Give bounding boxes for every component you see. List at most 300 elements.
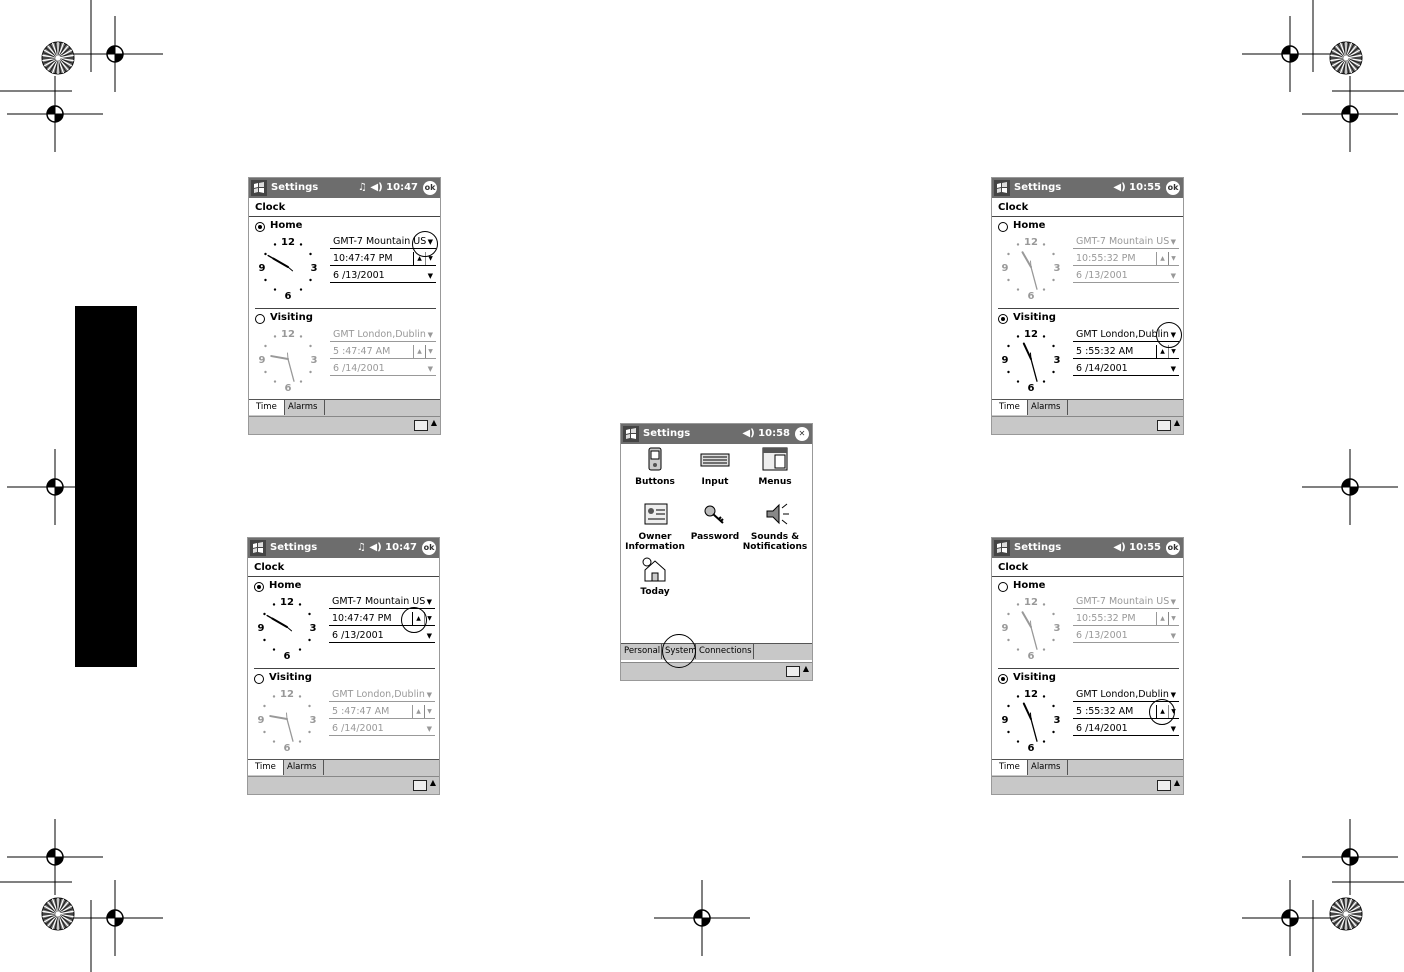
clock-number: 12 bbox=[281, 329, 295, 340]
tab-personal[interactable]: Personal bbox=[621, 644, 662, 659]
visiting-date-field[interactable] bbox=[329, 722, 435, 736]
visiting-time-field[interactable] bbox=[1073, 345, 1179, 359]
spinner[interactable] bbox=[1156, 612, 1179, 625]
clock-tick bbox=[1007, 345, 1009, 347]
keys-icon[interactable] bbox=[695, 501, 735, 531]
clock-second-tail bbox=[1030, 713, 1031, 719]
tab-time[interactable]: Time bbox=[249, 400, 285, 415]
command-bar bbox=[249, 416, 440, 435]
clock-tick bbox=[1017, 335, 1019, 337]
spin-down-icon[interactable]: ▼ bbox=[1171, 255, 1176, 262]
clock-tick bbox=[309, 345, 311, 347]
section-divider bbox=[998, 308, 1179, 309]
clock-number: 6 bbox=[283, 743, 291, 754]
spin-up-icon[interactable]: ▲ bbox=[414, 345, 426, 358]
home-date-field[interactable] bbox=[330, 269, 436, 283]
clock-tick bbox=[263, 705, 265, 707]
clock-tick bbox=[1017, 695, 1019, 697]
status-area bbox=[1113, 542, 1161, 553]
dropdown-arrow-icon[interactable]: ▼ bbox=[1170, 598, 1176, 606]
spin-down-icon[interactable]: ▼ bbox=[1171, 708, 1176, 715]
home-date-field[interactable] bbox=[1073, 629, 1179, 643]
clock-face bbox=[996, 684, 1066, 754]
tab-strip bbox=[621, 643, 812, 660]
clock-tick bbox=[1007, 639, 1009, 641]
settings-item-label: Menus bbox=[758, 477, 792, 487]
visiting-label: Visiting bbox=[269, 672, 312, 683]
tab-time[interactable]: Time bbox=[248, 760, 284, 775]
visiting-timezone-select-value: GMT London,Dublin bbox=[333, 329, 426, 340]
clock-tick bbox=[309, 279, 311, 281]
clock-number: 3 bbox=[1053, 355, 1061, 366]
spin-up-icon[interactable]: ▲ bbox=[1157, 252, 1169, 265]
ok-button[interactable]: ok bbox=[1166, 541, 1180, 555]
clock-tick bbox=[308, 731, 310, 733]
tab-connections[interactable]: Connections bbox=[696, 644, 754, 659]
page-header: Clock bbox=[998, 562, 1029, 573]
home-date-field-value: 6 /13/2001 bbox=[1076, 270, 1128, 281]
clock-number: 3 bbox=[1053, 263, 1061, 274]
visiting-timezone-select-value: GMT London,Dublin bbox=[1076, 329, 1169, 340]
clock-number: 3 bbox=[1053, 623, 1061, 634]
visiting-time-field-value: 5 :55:32 AM bbox=[1076, 706, 1134, 717]
clock-face bbox=[996, 232, 1066, 302]
home-radio[interactable] bbox=[998, 222, 1008, 232]
title-text: Settings bbox=[643, 428, 691, 439]
clock-settings-screen bbox=[247, 537, 440, 795]
clock-number: 9 bbox=[257, 623, 265, 634]
clock-tick bbox=[1043, 288, 1045, 290]
clock-tick bbox=[274, 243, 276, 245]
visiting-timezone-select[interactable] bbox=[330, 328, 436, 342]
visiting-date-field-value: 6 /14/2001 bbox=[333, 363, 385, 374]
visiting-date-field[interactable] bbox=[330, 362, 436, 376]
clock-number: 9 bbox=[258, 355, 266, 366]
visiting-label: Visiting bbox=[270, 312, 313, 323]
clock-hour-hand bbox=[1024, 704, 1031, 719]
tab-alarms[interactable]: Alarms bbox=[281, 400, 325, 415]
clock-number: 3 bbox=[309, 623, 317, 634]
starburst-center bbox=[56, 912, 61, 917]
settings-item-label: Sounds & Notifications bbox=[742, 532, 808, 552]
clock-tick bbox=[274, 335, 276, 337]
visiting-timezone-select-value: GMT London,Dublin bbox=[1076, 689, 1169, 700]
clock-tick bbox=[308, 705, 310, 707]
clock-time[interactable]: 10:47 bbox=[386, 182, 418, 193]
home-timezone-select-value: GMT-7 Mountain US bbox=[333, 236, 427, 247]
clock-tick bbox=[273, 603, 275, 605]
clock-number: 9 bbox=[257, 715, 265, 726]
home-timezone-select[interactable] bbox=[1073, 595, 1179, 609]
clock-tick bbox=[1007, 705, 1009, 707]
settings-item-label: Today bbox=[640, 587, 670, 597]
clock-tick bbox=[1052, 345, 1054, 347]
clock-tick bbox=[1017, 243, 1019, 245]
dropdown-arrow-icon[interactable]: ▼ bbox=[1170, 365, 1176, 373]
header-divider bbox=[249, 216, 440, 217]
clock-tick bbox=[1043, 740, 1045, 742]
clock-number: 3 bbox=[310, 263, 318, 274]
dropdown-arrow-icon[interactable]: ▼ bbox=[1170, 238, 1176, 246]
settings-item-label: Owner Information bbox=[625, 532, 685, 552]
home-time-field[interactable] bbox=[1073, 252, 1179, 266]
highlight-circle bbox=[412, 231, 438, 257]
clock-tick bbox=[263, 731, 265, 733]
visiting-radio[interactable] bbox=[255, 314, 265, 324]
spinner[interactable] bbox=[413, 345, 436, 358]
dropdown-arrow-icon[interactable]: ▼ bbox=[426, 691, 432, 699]
visiting-date-field[interactable] bbox=[1073, 362, 1179, 376]
visiting-label: Visiting bbox=[1013, 312, 1056, 323]
clock-minute-hand bbox=[1031, 627, 1037, 649]
visiting-time-field-value: 5 :55:32 AM bbox=[1076, 346, 1134, 357]
volume-icon[interactable]: ◀) bbox=[370, 182, 387, 193]
clock-second-tail bbox=[287, 627, 292, 631]
home-label: Home bbox=[270, 220, 303, 231]
spin-down-icon[interactable]: ▼ bbox=[428, 255, 433, 262]
clock-second-tail bbox=[287, 353, 288, 359]
home-time-field-value: 10:47:47 PM bbox=[333, 253, 393, 264]
tab-strip bbox=[249, 399, 440, 416]
title-text: Settings bbox=[1014, 542, 1062, 553]
clock-number: 9 bbox=[1001, 355, 1009, 366]
clock-tick bbox=[299, 603, 301, 605]
clock-hour-hand bbox=[270, 716, 287, 719]
clock-tick bbox=[264, 345, 266, 347]
clock-face bbox=[253, 232, 323, 302]
header-divider bbox=[248, 576, 439, 577]
buttons-icon[interactable] bbox=[635, 446, 675, 476]
clock-tick bbox=[1017, 740, 1019, 742]
clock-face bbox=[996, 324, 1066, 394]
title-text: Settings bbox=[271, 182, 319, 193]
settings-item[interactable] bbox=[740, 501, 810, 551]
page-header: Clock bbox=[254, 562, 285, 573]
visiting-radio[interactable] bbox=[254, 674, 264, 684]
analog-clock bbox=[996, 592, 1066, 662]
clock-second-tail bbox=[1030, 621, 1031, 627]
clock-number: 6 bbox=[1027, 743, 1035, 754]
title-bar bbox=[992, 538, 1183, 558]
spin-up-icon[interactable]: ▲ bbox=[413, 705, 425, 718]
home-radio[interactable] bbox=[254, 582, 264, 592]
clock-number: 6 bbox=[283, 651, 291, 662]
status-area bbox=[357, 542, 417, 553]
clock-number: 9 bbox=[1001, 715, 1009, 726]
home-date-field-value: 6 /13/2001 bbox=[1076, 630, 1128, 641]
clock-time[interactable]: 10:58 bbox=[758, 428, 790, 439]
ok-button[interactable]: ok bbox=[423, 181, 437, 195]
sip-arrow-icon[interactable]: ▲ bbox=[1173, 418, 1180, 427]
clock-number: 3 bbox=[309, 715, 317, 726]
command-bar bbox=[992, 416, 1183, 435]
clock-number: 12 bbox=[1024, 597, 1038, 608]
volume-icon[interactable]: ◀) bbox=[1113, 542, 1130, 553]
volume-icon[interactable]: ◀) bbox=[742, 428, 759, 439]
section-divider bbox=[254, 668, 435, 669]
starburst-center bbox=[1344, 912, 1349, 917]
command-bar bbox=[248, 776, 439, 795]
dropdown-arrow-icon[interactable]: ▼ bbox=[1170, 331, 1176, 339]
clock-tick bbox=[264, 279, 266, 281]
tab-alarms[interactable]: Alarms bbox=[1024, 760, 1068, 775]
clock-tick bbox=[300, 380, 302, 382]
sip-arrow-icon[interactable]: ▲ bbox=[1173, 778, 1180, 787]
page-header: Clock bbox=[998, 202, 1029, 213]
clock-minute-hand bbox=[1031, 359, 1037, 381]
clock-minute-hand bbox=[288, 359, 294, 381]
clock-number: 12 bbox=[1024, 689, 1038, 700]
sip-arrow-icon[interactable]: ▲ bbox=[430, 418, 437, 427]
clock-tick bbox=[1052, 253, 1054, 255]
tab-system[interactable]: System bbox=[662, 644, 696, 659]
tab-time[interactable]: Time bbox=[992, 760, 1028, 775]
clock-tick bbox=[1017, 288, 1019, 290]
clock-time[interactable]: 10:55 bbox=[1129, 182, 1161, 193]
section-divider bbox=[998, 668, 1179, 669]
clock-number: 9 bbox=[1001, 263, 1009, 274]
status-area bbox=[1113, 182, 1161, 193]
clock-hour-hand bbox=[1023, 252, 1032, 267]
volume-icon[interactable]: ◀) bbox=[369, 542, 386, 553]
visiting-time-field[interactable] bbox=[329, 705, 435, 719]
header-divider bbox=[992, 576, 1183, 577]
clock-tick bbox=[1007, 279, 1009, 281]
starburst-center bbox=[1344, 56, 1349, 61]
clock-tick bbox=[1052, 279, 1054, 281]
home-date-field-value: 6 /13/2001 bbox=[332, 630, 384, 641]
clock-tick bbox=[1017, 648, 1019, 650]
settings-screen bbox=[620, 423, 813, 681]
tab-alarms[interactable]: Alarms bbox=[1024, 400, 1068, 415]
spin-down-icon[interactable]: ▼ bbox=[427, 615, 432, 622]
menus-icon[interactable] bbox=[755, 446, 795, 476]
keyboard-icon[interactable] bbox=[786, 666, 800, 677]
clock-tick bbox=[299, 648, 301, 650]
clock-tick bbox=[1052, 613, 1054, 615]
clock-tick bbox=[273, 648, 275, 650]
clock-face bbox=[252, 684, 322, 754]
close-button[interactable]: ✕ bbox=[795, 427, 809, 441]
clock-number: 12 bbox=[280, 597, 294, 608]
home-radio[interactable] bbox=[998, 582, 1008, 592]
sip-arrow-icon[interactable]: ▲ bbox=[802, 664, 809, 673]
clock-tick bbox=[308, 639, 310, 641]
clock-minute-hand bbox=[267, 616, 287, 628]
home-label: Home bbox=[1013, 580, 1046, 591]
starburst-center bbox=[56, 56, 61, 61]
clock-tick bbox=[309, 253, 311, 255]
clock-tick bbox=[273, 740, 275, 742]
dropdown-arrow-icon[interactable]: ▼ bbox=[427, 365, 433, 373]
clock-second-tail bbox=[286, 713, 287, 719]
dropdown-arrow-icon[interactable]: ▼ bbox=[427, 272, 433, 280]
spin-down-icon[interactable]: ▼ bbox=[428, 348, 433, 355]
home-time-field-value: 10:55:32 PM bbox=[1076, 613, 1136, 624]
start-menu-icon[interactable] bbox=[623, 426, 639, 442]
analog-clock bbox=[996, 232, 1066, 302]
settings-item[interactable] bbox=[740, 446, 810, 496]
sip-arrow-icon[interactable]: ▲ bbox=[429, 778, 436, 787]
clock-tick bbox=[1017, 603, 1019, 605]
clock-tick bbox=[263, 613, 265, 615]
clock-tick bbox=[264, 253, 266, 255]
spinner[interactable] bbox=[412, 705, 435, 718]
clock-tick bbox=[1052, 371, 1054, 373]
clock-minute-hand bbox=[268, 256, 288, 268]
home-date-field[interactable] bbox=[1073, 269, 1179, 283]
keyboard-icon[interactable] bbox=[414, 420, 428, 431]
spin-down-icon[interactable]: ▼ bbox=[1171, 348, 1176, 355]
command-bar bbox=[992, 776, 1183, 795]
spin-up-icon[interactable]: ▲ bbox=[413, 612, 425, 625]
clock-number: 6 bbox=[1027, 291, 1035, 302]
spin-up-icon[interactable]: ▲ bbox=[1157, 345, 1169, 358]
visiting-date-field-value: 6 /14/2001 bbox=[1076, 723, 1128, 734]
clock-number: 12 bbox=[280, 689, 294, 700]
highlight-circle bbox=[1149, 699, 1175, 725]
ok-button[interactable]: ok bbox=[422, 541, 436, 555]
tab-strip bbox=[248, 759, 439, 776]
home-icon[interactable] bbox=[635, 556, 675, 586]
clock-tick bbox=[274, 380, 276, 382]
spin-down-icon[interactable]: ▼ bbox=[427, 708, 432, 715]
start-menu-icon[interactable] bbox=[251, 180, 267, 196]
title-text: Settings bbox=[270, 542, 318, 553]
settings-item[interactable] bbox=[620, 556, 690, 606]
clock-number: 6 bbox=[284, 291, 292, 302]
clock-minute-hand bbox=[1031, 719, 1037, 741]
analog-clock bbox=[996, 684, 1066, 754]
clock-number: 9 bbox=[1001, 623, 1009, 634]
clock-tick bbox=[1043, 603, 1045, 605]
settings-item-label: Buttons bbox=[635, 477, 675, 487]
start-menu-icon[interactable] bbox=[250, 540, 266, 556]
owner-icon[interactable] bbox=[635, 501, 675, 531]
clock-number: 3 bbox=[310, 355, 318, 366]
clock-time[interactable]: 10:47 bbox=[385, 542, 417, 553]
home-label: Home bbox=[269, 580, 302, 591]
clock-number: 12 bbox=[281, 237, 295, 248]
music-icon[interactable]: ♫ bbox=[357, 182, 371, 193]
dropdown-arrow-icon[interactable]: ▼ bbox=[426, 598, 432, 606]
analog-clock bbox=[996, 324, 1066, 394]
spin-up-icon[interactable]: ▲ bbox=[414, 252, 426, 265]
clock-number: 6 bbox=[1027, 651, 1035, 662]
clock-time[interactable]: 10:55 bbox=[1129, 542, 1161, 553]
home-timezone-select[interactable] bbox=[329, 595, 435, 609]
visiting-radio[interactable] bbox=[998, 314, 1008, 324]
visiting-time-field[interactable] bbox=[330, 345, 436, 359]
dropdown-arrow-icon[interactable]: ▼ bbox=[427, 331, 433, 339]
visiting-timezone-select-value: GMT London,Dublin bbox=[332, 689, 425, 700]
clock-tick bbox=[309, 371, 311, 373]
command-bar bbox=[621, 662, 812, 681]
clock-tick bbox=[299, 695, 301, 697]
analog-clock bbox=[253, 232, 323, 302]
clock-tick bbox=[1017, 380, 1019, 382]
dropdown-arrow-icon[interactable]: ▼ bbox=[1170, 632, 1176, 640]
visiting-date-field-value: 6 /14/2001 bbox=[332, 723, 384, 734]
visiting-timezone-select[interactable] bbox=[329, 688, 435, 702]
clock-number: 12 bbox=[1024, 237, 1038, 248]
clock-second-tail bbox=[1030, 353, 1031, 359]
home-label: Home bbox=[1013, 220, 1046, 231]
visiting-date-field-value: 6 /14/2001 bbox=[1076, 363, 1128, 374]
clock-tick bbox=[299, 740, 301, 742]
analog-clock bbox=[252, 684, 322, 754]
music-icon[interactable]: ♫ bbox=[356, 542, 370, 553]
speaker-icon[interactable] bbox=[755, 501, 795, 531]
spin-up-icon[interactable]: ▲ bbox=[1157, 705, 1169, 718]
tab-time[interactable]: Time bbox=[992, 400, 1028, 415]
title-bar bbox=[992, 178, 1183, 198]
clock-number: 6 bbox=[284, 383, 292, 394]
clock-tick bbox=[1007, 731, 1009, 733]
ok-button[interactable]: ok bbox=[1166, 181, 1180, 195]
dropdown-arrow-icon[interactable]: ▼ bbox=[1170, 725, 1176, 733]
clock-number: 3 bbox=[1053, 715, 1061, 726]
clock-tick bbox=[263, 639, 265, 641]
visiting-radio[interactable] bbox=[998, 674, 1008, 684]
clock-number: 6 bbox=[1027, 383, 1035, 394]
clock-hour-hand bbox=[1024, 344, 1031, 359]
spin-down-icon[interactable]: ▼ bbox=[1171, 615, 1176, 622]
home-date-field-value: 6 /13/2001 bbox=[333, 270, 385, 281]
dropdown-arrow-icon[interactable]: ▼ bbox=[426, 725, 432, 733]
clock-tick bbox=[1007, 253, 1009, 255]
clock-tick bbox=[1052, 705, 1054, 707]
spinner[interactable] bbox=[1156, 252, 1179, 265]
keyboard-icon[interactable] bbox=[695, 446, 735, 476]
start-menu-icon[interactable] bbox=[994, 540, 1010, 556]
settings-item-label: Input bbox=[701, 477, 729, 487]
home-time-field-value: 10:55:32 PM bbox=[1076, 253, 1136, 264]
clock-tick bbox=[1052, 639, 1054, 641]
dropdown-arrow-icon[interactable]: ▼ bbox=[1170, 272, 1176, 280]
clock-tick bbox=[274, 288, 276, 290]
clock-tick bbox=[1043, 243, 1045, 245]
tab-alarms[interactable]: Alarms bbox=[280, 760, 324, 775]
start-menu-icon[interactable] bbox=[994, 180, 1010, 196]
home-time-field[interactable] bbox=[1073, 612, 1179, 626]
keyboard-icon[interactable] bbox=[1157, 780, 1171, 791]
highlight-circle bbox=[401, 607, 427, 633]
keyboard-icon[interactable] bbox=[1157, 420, 1171, 431]
header-divider bbox=[992, 216, 1183, 217]
keyboard-icon[interactable] bbox=[413, 780, 427, 791]
dropdown-arrow-icon[interactable]: ▼ bbox=[1170, 691, 1176, 699]
page-header: Clock bbox=[255, 202, 286, 213]
title-bar bbox=[621, 424, 812, 444]
home-radio[interactable] bbox=[255, 222, 265, 232]
volume-icon[interactable]: ◀) bbox=[1113, 182, 1130, 193]
settings-item-label: Password bbox=[690, 532, 740, 542]
clock-hour-hand bbox=[1023, 612, 1032, 627]
clock-tick bbox=[300, 243, 302, 245]
visiting-label: Visiting bbox=[1013, 672, 1056, 683]
dropdown-arrow-icon[interactable]: ▼ bbox=[426, 632, 432, 640]
clock-tick bbox=[308, 613, 310, 615]
status-area bbox=[358, 182, 418, 193]
spin-up-icon[interactable]: ▲ bbox=[1157, 612, 1169, 625]
home-timezone-select[interactable] bbox=[1073, 235, 1179, 249]
dropdown-arrow-icon[interactable]: ▼ bbox=[427, 238, 433, 246]
home-timezone-select-value: GMT-7 Mountain US bbox=[332, 596, 426, 607]
home-timezone-select-value: GMT-7 Mountain US bbox=[1076, 596, 1170, 607]
clock-tick bbox=[1052, 731, 1054, 733]
clock-face bbox=[253, 324, 323, 394]
